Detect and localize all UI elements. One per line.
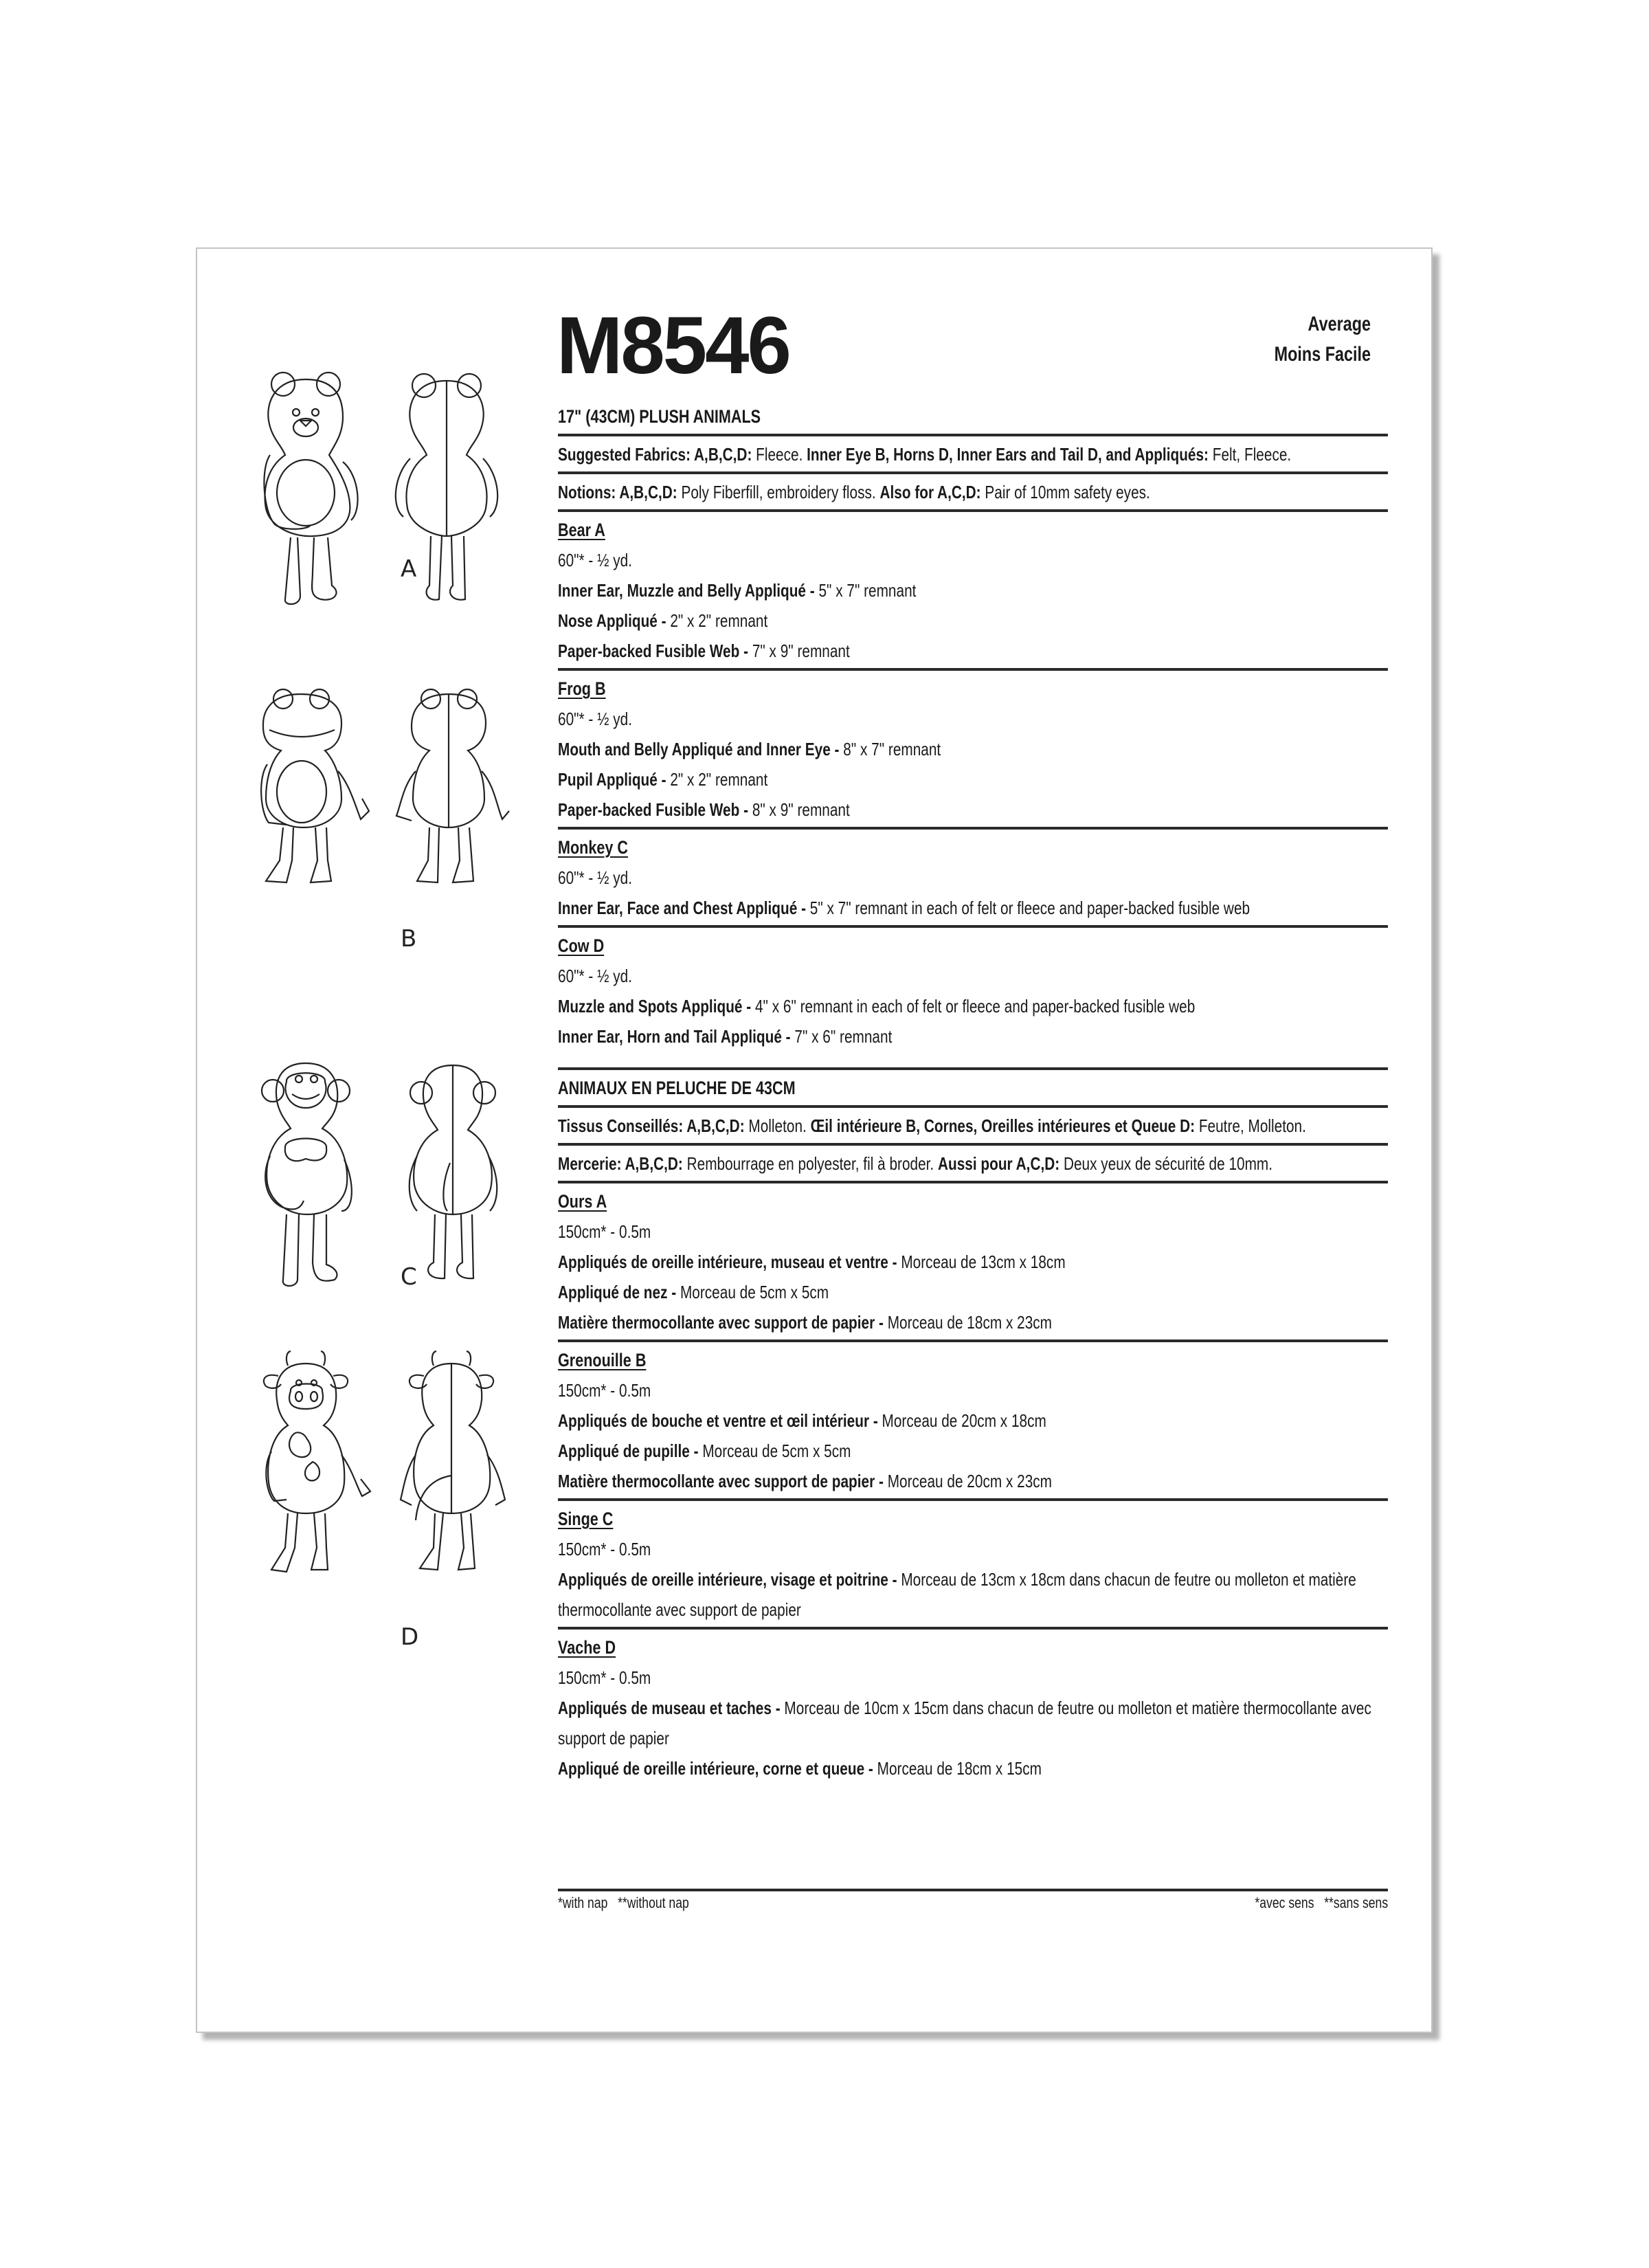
- english-notions: Notions: A,B,C,D: Poly Fiberfill, embroidery floss. Also for A,C,D: Pair of 10mm safety eyes.: [558, 482, 1150, 502]
- requirement-row: Muzzle and Spots Appliqué - 4" x 6" remnant in each of felt or fleece and paper-backed fusible web: [558, 996, 1196, 1016]
- requirement-row: Appliqué de nez - Morceau de 5cm x 5cm: [558, 1282, 829, 1302]
- requirement-row: Appliqués de oreille intérieure, visage et poitrine - Morceau de 13cm x 18cm dans chacun de feutre ou molleton et matière thermocollante avec support de papier: [558, 1569, 1356, 1620]
- divider: [558, 925, 1388, 928]
- divider: [558, 434, 1388, 436]
- cow-drawing-icon: [197, 1321, 554, 1706]
- difficulty-french: Moins Facile: [1274, 343, 1371, 366]
- requirement-row: Inner Ear, Muzzle and Belly Appliqué - 5" x 7" remnant: [558, 580, 917, 601]
- yardage: 60"* - ½ yd.: [558, 709, 632, 729]
- requirement-row: Appliqués de bouche et ventre et œil intérieur - Morceau de 20cm x 18cm: [558, 1410, 1046, 1431]
- pattern-envelope-back: [196, 247, 1433, 2033]
- pattern-number: M8546: [557, 300, 789, 391]
- view-label-a: A: [401, 555, 417, 583]
- view-label-b: B: [401, 925, 417, 953]
- english-fabrics: Suggested Fabrics: A,B,C,D: Fleece. Inner Eye B, Horns D, Inner Ears and Tail D, and Appliqués: Felt, Fleece.: [558, 444, 1292, 465]
- french-title: ANIMAUX EN PELUCHE DE 43CM: [558, 1078, 796, 1098]
- requirement-row: Mouth and Belly Appliqué and Inner Eye - 8" x 7" remnant: [558, 739, 941, 759]
- divider: [558, 668, 1388, 671]
- footnote-french: *avec sens **sans sens: [1255, 1894, 1388, 1911]
- view-d-illustration: [197, 1321, 554, 1706]
- animal-heading: Bear A: [558, 520, 605, 540]
- footnotes: [558, 1889, 1388, 1912]
- english-title: 17" (43CM) PLUSH ANIMALS: [558, 406, 761, 427]
- french-notions: Mercerie: A,B,C,D: Rembourrage en polyester, fil à broder. Aussi pour A,C,D: Deux yeux de sécurité de 10mm.: [558, 1153, 1273, 1174]
- requirement-row: Paper-backed Fusible Web - 8" x 9" remnant: [558, 799, 850, 820]
- requirement-row: Inner Ear, Horn and Tail Appliqué - 7" x 6" remnant: [558, 1026, 893, 1047]
- animal-heading: Cow D: [558, 935, 605, 956]
- requirement-row: Appliqué de pupille - Morceau de 5cm x 5cm: [558, 1441, 851, 1461]
- difficulty-rating: [1275, 309, 1371, 370]
- yardage: 150cm* - 0.5m: [558, 1539, 651, 1559]
- animal-heading: Monkey C: [558, 837, 629, 858]
- french-fabrics: Tissus Conseillés: A,B,C,D: Molleton. Œil intérieure B, Cornes, Oreilles intérieures et Queue D: Feutre, Molleton.: [558, 1115, 1306, 1136]
- french-monkey-section: [558, 1504, 1388, 1625]
- requirement-row: Matière thermocollante avec support de papier - Morceau de 18cm x 23cm: [558, 1312, 1052, 1333]
- monkey-drawing-icon: [197, 991, 554, 1348]
- view-label-d: D: [401, 1623, 419, 1651]
- yardage: 150cm* - 0.5m: [558, 1380, 651, 1401]
- requirement-row: Appliqués de oreille intérieure, museau et ventre - Morceau de 13cm x 18cm: [558, 1252, 1066, 1272]
- divider: [558, 1105, 1388, 1108]
- divider: [558, 1627, 1388, 1630]
- divider: [558, 1067, 1388, 1070]
- yardage: 60"* - ½ yd.: [558, 550, 632, 570]
- animal-heading: Frog B: [558, 678, 606, 699]
- french-bear-section: [558, 1186, 1388, 1337]
- yardage: 150cm* - 0.5m: [558, 1667, 651, 1688]
- requirement-row: Matière thermocollante avec support de papier - Morceau de 20cm x 23cm: [558, 1471, 1052, 1491]
- animal-heading: Singe C: [558, 1509, 614, 1529]
- french-cow-section: [558, 1632, 1388, 1783]
- requirement-row: Inner Ear, Face and Chest Appliqué - 5" x 7" remnant in each of felt or fleece and paper-backed fusible web: [558, 898, 1250, 918]
- divider: [558, 1498, 1388, 1501]
- yardage: 60"* - ½ yd.: [558, 966, 632, 986]
- requirement-row: Pupil Appliqué - 2" x 2" remnant: [558, 769, 768, 790]
- divider: [558, 1143, 1388, 1146]
- bear-drawing-icon: [197, 249, 554, 634]
- yardage: 60"* - ½ yd.: [558, 867, 632, 888]
- difficulty-english: Average: [1308, 313, 1371, 335]
- requirement-row: Paper-backed Fusible Web - 7" x 9" remnant: [558, 641, 850, 661]
- animal-heading: Vache D: [558, 1637, 616, 1658]
- footnote-english: *with nap **without nap: [558, 1894, 689, 1911]
- animal-heading: Ours A: [558, 1191, 607, 1212]
- english-bear-section: [558, 515, 1388, 666]
- view-a-illustration: [197, 249, 554, 634]
- view-label-c: C: [401, 1263, 417, 1291]
- yardage-content: [558, 401, 1388, 1783]
- requirement-row: Appliqués de museau et taches - Morceau de 10cm x 15cm dans chacun de feutre ou molleton et matière thermocollante avec support de papier: [558, 1698, 1371, 1748]
- view-c-illustration: [197, 991, 554, 1348]
- french-frog-section: [558, 1345, 1388, 1496]
- frog-drawing-icon: [197, 634, 554, 1005]
- english-monkey-section: [558, 832, 1388, 923]
- divider: [558, 827, 1388, 830]
- animal-heading: Grenouille B: [558, 1350, 647, 1370]
- divider: [558, 1181, 1388, 1183]
- divider: [558, 1339, 1388, 1342]
- divider: [558, 509, 1388, 512]
- requirement-row: Appliqué de oreille intérieure, corne et queue - Morceau de 18cm x 15cm: [558, 1758, 1042, 1779]
- view-b-illustration: [197, 634, 554, 1005]
- requirement-row: Nose Appliqué - 2" x 2" remnant: [558, 610, 768, 631]
- divider: [558, 471, 1388, 474]
- english-cow-section: [558, 931, 1388, 1052]
- yardage: 150cm* - 0.5m: [558, 1221, 651, 1242]
- english-frog-section: [558, 674, 1388, 825]
